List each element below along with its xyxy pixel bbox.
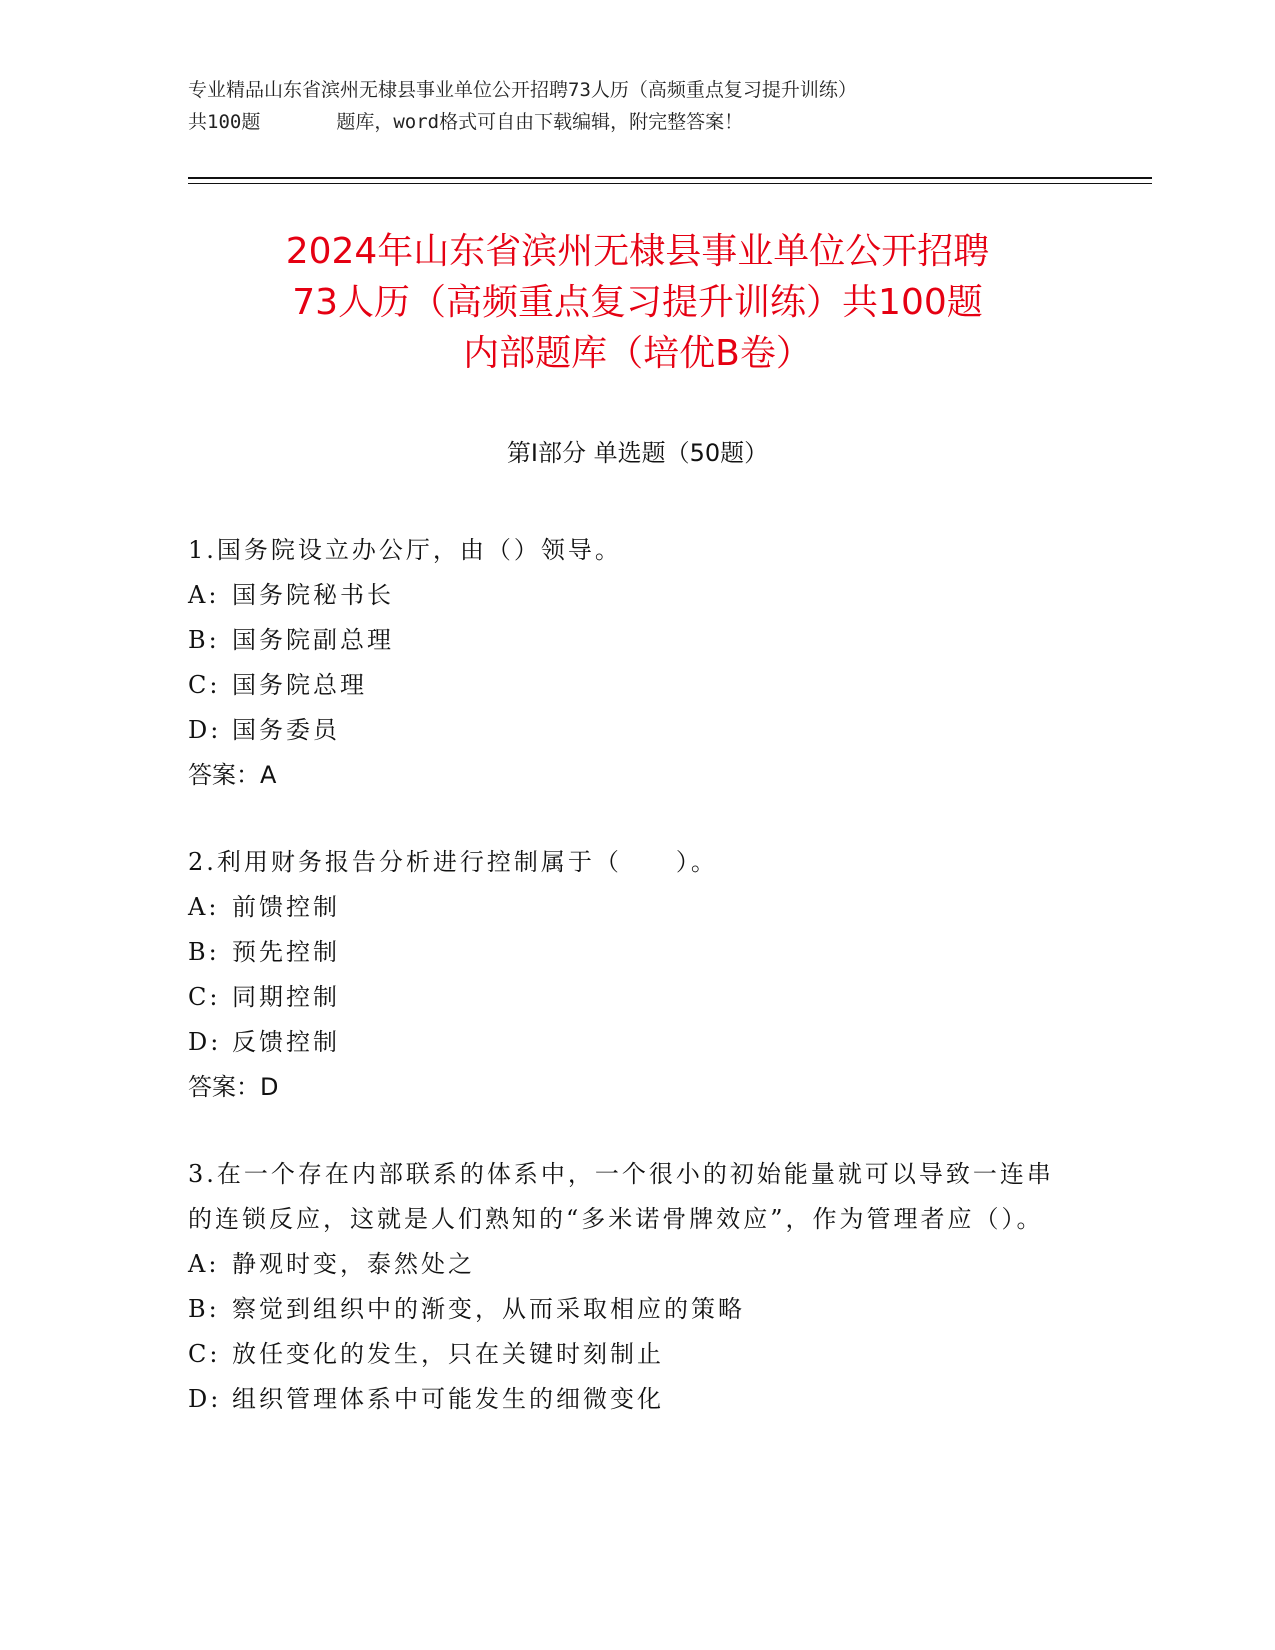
option-text: 国务院秘书长	[232, 581, 394, 609]
question-2-option-b	[188, 930, 1078, 975]
question-3-text: 3.在一个存在内部联系的体系中，一个很小的初始能量就可以导致一连串的连锁反应，这就是人们熟知的“多米诺骨牌效应”，作为管理者应（）。	[188, 1160, 1054, 1233]
header-divider-thick	[188, 177, 1152, 179]
header-line-2-right: 题库，word格式可自由下载编辑，附完整答案！	[336, 111, 744, 133]
option-letter: C:	[188, 671, 221, 699]
title-line-3: 内部题库（培优B卷）	[463, 333, 812, 374]
option-letter: B:	[188, 626, 220, 654]
title-line-2: 73人历（高频重点复习提升训练）共100题	[292, 282, 983, 323]
document-title	[150, 226, 1125, 379]
option-letter: B:	[188, 1295, 220, 1323]
header-line-1: 专业精品山东省滨州无棣县事业单位公开招聘73人历（高频重点复习提升训练）	[188, 79, 857, 101]
question-2-option-d	[188, 1020, 1078, 1065]
question-3	[188, 1152, 1078, 1422]
question-3-option-d	[188, 1377, 1078, 1422]
header-gap	[260, 106, 336, 138]
header-divider-thin	[188, 183, 1152, 184]
option-text: 反馈控制	[232, 1028, 340, 1056]
option-letter: D:	[188, 1385, 222, 1413]
header-line-2-left: 共100题	[188, 111, 261, 133]
question-2	[188, 840, 1078, 1110]
question-3-option-b	[188, 1287, 1078, 1332]
option-text: 察觉到组织中的渐变，从而采取相应的策略	[232, 1295, 745, 1323]
option-letter: D:	[188, 1028, 222, 1056]
option-text: 预先控制	[232, 938, 340, 966]
option-letter: A:	[188, 581, 220, 609]
option-text: 国务院总理	[232, 671, 367, 699]
question-1-option-d	[188, 708, 1078, 753]
title-line-1: 2024年山东省滨州无棣县事业单位公开招聘	[285, 231, 990, 272]
header-line-2	[188, 106, 1088, 138]
option-letter: D:	[188, 716, 222, 744]
question-1-option-b	[188, 618, 1078, 663]
question-2-option-c	[188, 975, 1078, 1020]
option-text: 国务院副总理	[232, 626, 394, 654]
question-1-answer: 答案：A	[188, 761, 277, 789]
option-letter: C:	[188, 1340, 221, 1368]
option-letter: A:	[188, 893, 220, 921]
option-letter: C:	[188, 983, 221, 1011]
question-2-text: 2.利用财务报告分析进行控制属于（ ）。	[188, 848, 718, 876]
question-1-text: 1.国务院设立办公厅，由（）领导。	[188, 536, 622, 564]
question-list	[188, 528, 1078, 1464]
question-2-answer: 答案：D	[188, 1073, 279, 1101]
question-1-option-a	[188, 573, 1078, 618]
option-letter: B:	[188, 938, 220, 966]
option-text: 组织管理体系中可能发生的细微变化	[232, 1385, 664, 1413]
question-1	[188, 528, 1078, 798]
option-text: 静观时变，泰然处之	[232, 1250, 475, 1278]
question-3-option-a	[188, 1242, 1078, 1287]
header-note	[188, 74, 1088, 138]
section-title: 第Ⅰ部分 单选题（50题）	[506, 439, 769, 467]
question-3-option-c	[188, 1332, 1078, 1377]
option-text: 国务委员	[232, 716, 340, 744]
option-text: 前馈控制	[232, 893, 340, 921]
option-text: 放任变化的发生，只在关键时刻制止	[232, 1340, 664, 1368]
question-2-option-a	[188, 885, 1078, 930]
option-letter: A:	[188, 1250, 220, 1278]
option-text: 同期控制	[232, 983, 340, 1011]
question-1-option-c	[188, 663, 1078, 708]
